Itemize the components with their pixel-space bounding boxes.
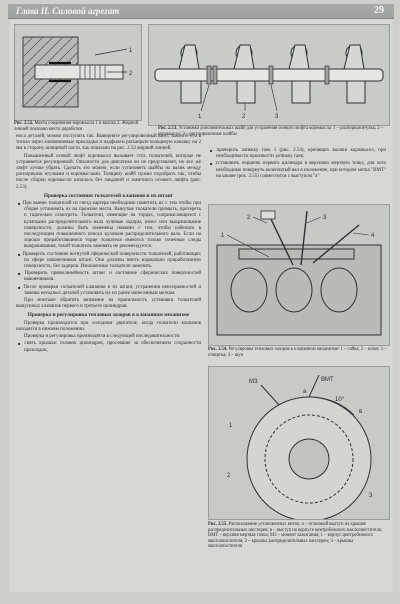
left-text-column (16, 134, 201, 355)
fig254-callout-4: 4 (371, 233, 375, 239)
fig253-callout-3: 3 (275, 114, 279, 120)
fig252-callout-1: 1 (129, 48, 133, 54)
fig254-callout-2: 2 (247, 215, 251, 221)
paragraph: Проверка и регулировка производятся в следующей последовательности: (24, 334, 181, 340)
figure-2-55 (208, 366, 390, 520)
fig254-callout-1: 1 (221, 233, 225, 239)
fig253-caption-text: Установка дополнительных шайб для устранения осевого люфта коромысла: 1 – распорная втулка; 2 – коромысло; 3 – регулировочные шайбы (158, 126, 384, 137)
fig252-callout-2: 2 (129, 71, 133, 77)
fig255-callout-v: в (359, 409, 363, 415)
fig254-caption-text: Регулировка тепловых зазоров в клапанном механизме: 1 – гайка; 2 – ключ; 3 – отвертка; 4 – щуп (208, 347, 387, 358)
paragraph: носа деталей, можно поступить так. Выверните регулировочный винт, зажмите его в тисках через алюминиевые прокладки и надфилем расширьте кольцевую канавку на 2 мм в сторону шлицевой части, как показано на рис. 2.52 жирной линией. (16, 134, 201, 152)
bullet-item: ■ снять крышки головок цилиндров, просевшие за обеспечением сохранности прокладок; (16, 341, 201, 353)
figure-2-54 (208, 204, 390, 346)
fig254-callout-3: 3 (323, 215, 327, 221)
fig252-caption-lead: Рис. 2.52. (14, 121, 34, 126)
fig255-callout-mz: МЗ (249, 379, 258, 385)
section-heading: Проверка и регулировка тепловых зазоров в клапанном механизме (27, 312, 190, 319)
figure-2-53-drawing (149, 25, 389, 125)
figure-2-55-caption (208, 522, 388, 550)
paragraph: Проверка производится при холодном двигателе, когда толкатели клапанов находятся в нижнем положении. (16, 320, 201, 332)
figure-2-54-drawing (209, 205, 389, 345)
fig255-caption-text: Расположение установочных меток: а – отличный выступ на крышке распределительных шестерен; в – выступ на корпусе центробежного маслоочистителя; ВМТ – верхняя мертвая точка; МЗ – момент зажигания; 1 – корпус центробежного маслоочистителя; 2 – крышка распределительных шестерен; 3 – крышка маслоочистителя (208, 522, 383, 550)
bullet-item: ■ Проверить прямолинейность штанг и состояние сферических поверхностей наконечников. (16, 271, 201, 283)
fig255-callout-1: 1 (229, 423, 233, 429)
bullet-item: ■ При выеме толкателей из гнезд картера необходимо пометить их с тем чтобы при сборке установить их на прежние места. Вынутые толкатели промыть, протереть и тщательно осмотреть. Толкатели, имеющие на торцах, соприкасающихся с кулачками распределительного вала лучевые задиры, износ или выкрашивание поверхности, должны быть заменены новыми с тем, чтобы избежать в последующем повышенного износа кулачков распределительного вала. Если на хорошо приработавшемся торце толкателя имеются только точечные следы выкрашивания, такой толкатель заменять не рекомендуется. (16, 201, 201, 251)
fig255-callout-3: 3 (369, 493, 373, 499)
figure-2-52-caption (14, 121, 142, 132)
figure-2-52 (14, 24, 142, 121)
fig253-callout-2: 2 (242, 114, 246, 120)
bullet-item: ■ После проверки толкателей клапанов и их штанг, устранения неисправностей и замены негодных деталей установить их по ранее нанесенным меткам. (16, 285, 201, 297)
section-heading: Проверка состояния толкателей клапанов и их штанг (43, 192, 174, 199)
page-number: 29 (374, 5, 384, 16)
bullet-item: ■ проверить затяжку гаек 1 (рис. 2.54), крепящих валики коромысел, при необходимости произвести дотяжку гаек; (208, 148, 386, 160)
fig255-callout-a: а (303, 389, 307, 395)
figure-2-55-drawing (209, 367, 389, 519)
fig252-caption-text: Места соединения коромысла 1 и валика 2. Жирной линией показано место доработки (14, 121, 139, 132)
paragraph: Повышенный осевой люфт коромысел вызывает стук толкателей, которые не устраняется регулировкой. Опасности для двигателя он не представляет, но все же люфт лучше убрать. Сделать это можно, если установить шайбы на валик между распорными втулками и коромыслами. Толщину шайб нужно подобрать так, чтобы после сборки коромысло качалось без заеданий и заметного осевого люфта (рис. 2.53). (16, 153, 201, 190)
fig253-callout-1: 1 (198, 114, 202, 120)
bullet-item: ■ Проверить состояние вогнутой сферической поверхности толкателей, работающих по сфере наконечников штанг. Они должны иметь нормально приработанную поверхность, без задиров. Изношенные толкатели заменить. (16, 252, 201, 271)
fig254-caption-lead: Рис. 2.54. (208, 347, 228, 352)
fig253-caption-lead: Рис. 2.53. (158, 126, 178, 131)
right-text-column (208, 148, 386, 181)
fig255-callout-vmt: ВМТ (321, 377, 334, 383)
page-header (8, 4, 394, 19)
figure-2-53 (148, 24, 390, 126)
document-page (8, 4, 394, 594)
figure-2-54-caption (208, 347, 388, 358)
fig255-caption-lead: Рис. 2.55. (208, 522, 228, 527)
fig255-callout-10deg: 10° (335, 397, 345, 403)
figure-2-52-drawing (15, 25, 141, 120)
chapter-title: Глава II. Силовой агрегат (16, 6, 120, 16)
fig255-callout-2: 2 (227, 473, 231, 479)
bullet-item: ■ установить поршень первого цилиндра в верхнюю мертвую точку, для чего необходимо повернуть коленчатый вал в положение, при котором метка "ВМТ" на шкиве (рис. 2.55) совместится с выступом "а" (208, 161, 386, 180)
paragraph: При монтаже обратить внимание на правильность установки толкателей выпускных клапанов первого и третьего цилиндров. (16, 298, 201, 310)
